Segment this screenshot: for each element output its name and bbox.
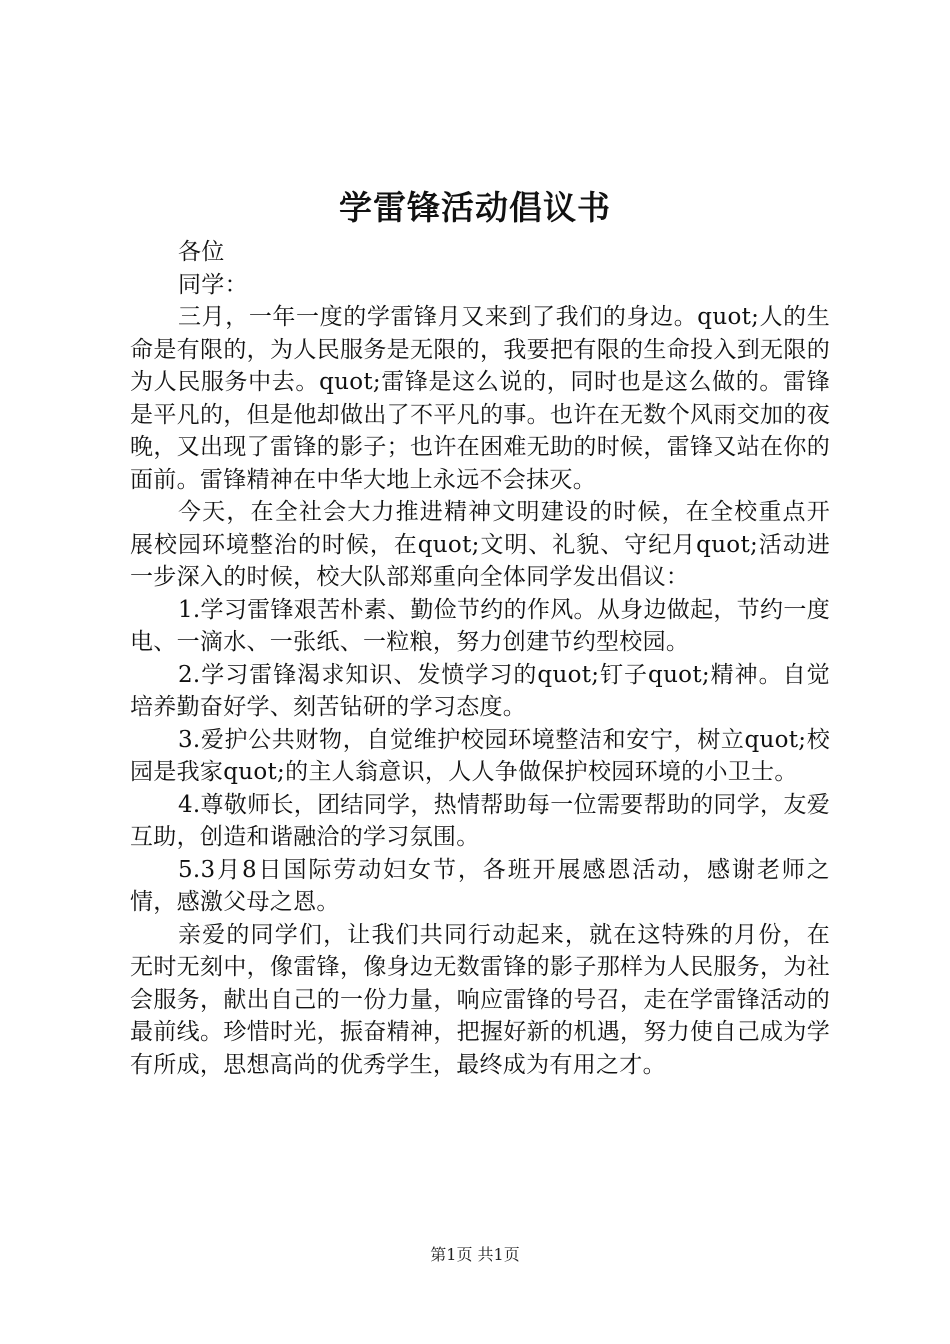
- salutation-line-1: 各位: [178, 239, 225, 265]
- proposal-item-1: 1.学习雷锋艰苦朴素、勤俭节约的作风。从身边做起，节约一度电、一滴水、一张纸、一粒粮，努力创建节约型校园。: [130, 596, 830, 655]
- salutation-line-2: 同学：: [178, 271, 248, 298]
- paragraph-intro: 三月，一年一度的学雷锋月又来到了我们的身边。quot;人的生命是有限的，为人民服务是无限的，我要把有限的生命投入到无限的为人民服务中去。quot;雷锋是这么说的，同时也是这么做的。雷锋是平凡的，但是他却做出了不平凡的事。也许在无数个风雨交加的夜晚，又出现了雷锋的影子；也许在困难无助的时候，雷锋又站在你的面前。雷锋精神在中华大地上永远不会抹灭。: [130, 304, 830, 493]
- proposal-item-5: 5.3月8日国际劳动妇女节，各班开展感恩活动，感谢老师之情，感激父母之恩。: [130, 856, 830, 915]
- proposal-item-2: 2.学习雷锋渴求知识、发愤学习的quot;钉子quot;精神。自觉培养勤奋好学、刻苦钻研的学习态度。: [130, 661, 830, 720]
- document-title: 学雷锋活动倡议书: [339, 188, 611, 227]
- proposal-item-4: 4.尊敬师长，团结同学，热情帮助每一位需要帮助的同学，友爱互助，创造和谐融洽的学习氛围。: [130, 791, 830, 850]
- paragraph-context: 今天，在全社会大力推进精神文明建设的时候，在全校重点开展校园环境整治的时候，在quot;文明、礼貌、守纪月quot;活动进一步深入的时候，校大队部郑重向全体同学发出倡议：: [130, 499, 830, 590]
- proposal-item-3: 3.爱护公共财物，自觉维护校园环境整洁和安宁，树立quot;校园是我家quot;的主人翁意识，人人争做保护校园环境的小卫士。: [130, 726, 830, 785]
- document-body: [130, 236, 830, 1081]
- paragraph-closing: 亲爱的同学们，让我们共同行动起来，就在这特殊的月份，在无时无刻中，像雷锋，像身边无数雷锋的影子那样为人民服务，为社会服务，献出自己的一份力量，响应雷锋的号召，走在学雷锋活动的最前线。珍惜时光，振奋精神，把握好新的机遇，努力使自己成为学有所成，思想高尚的优秀学生，最终成为有用之才。: [130, 921, 830, 1078]
- page-footer: 第1页 共1页: [430, 1245, 520, 1264]
